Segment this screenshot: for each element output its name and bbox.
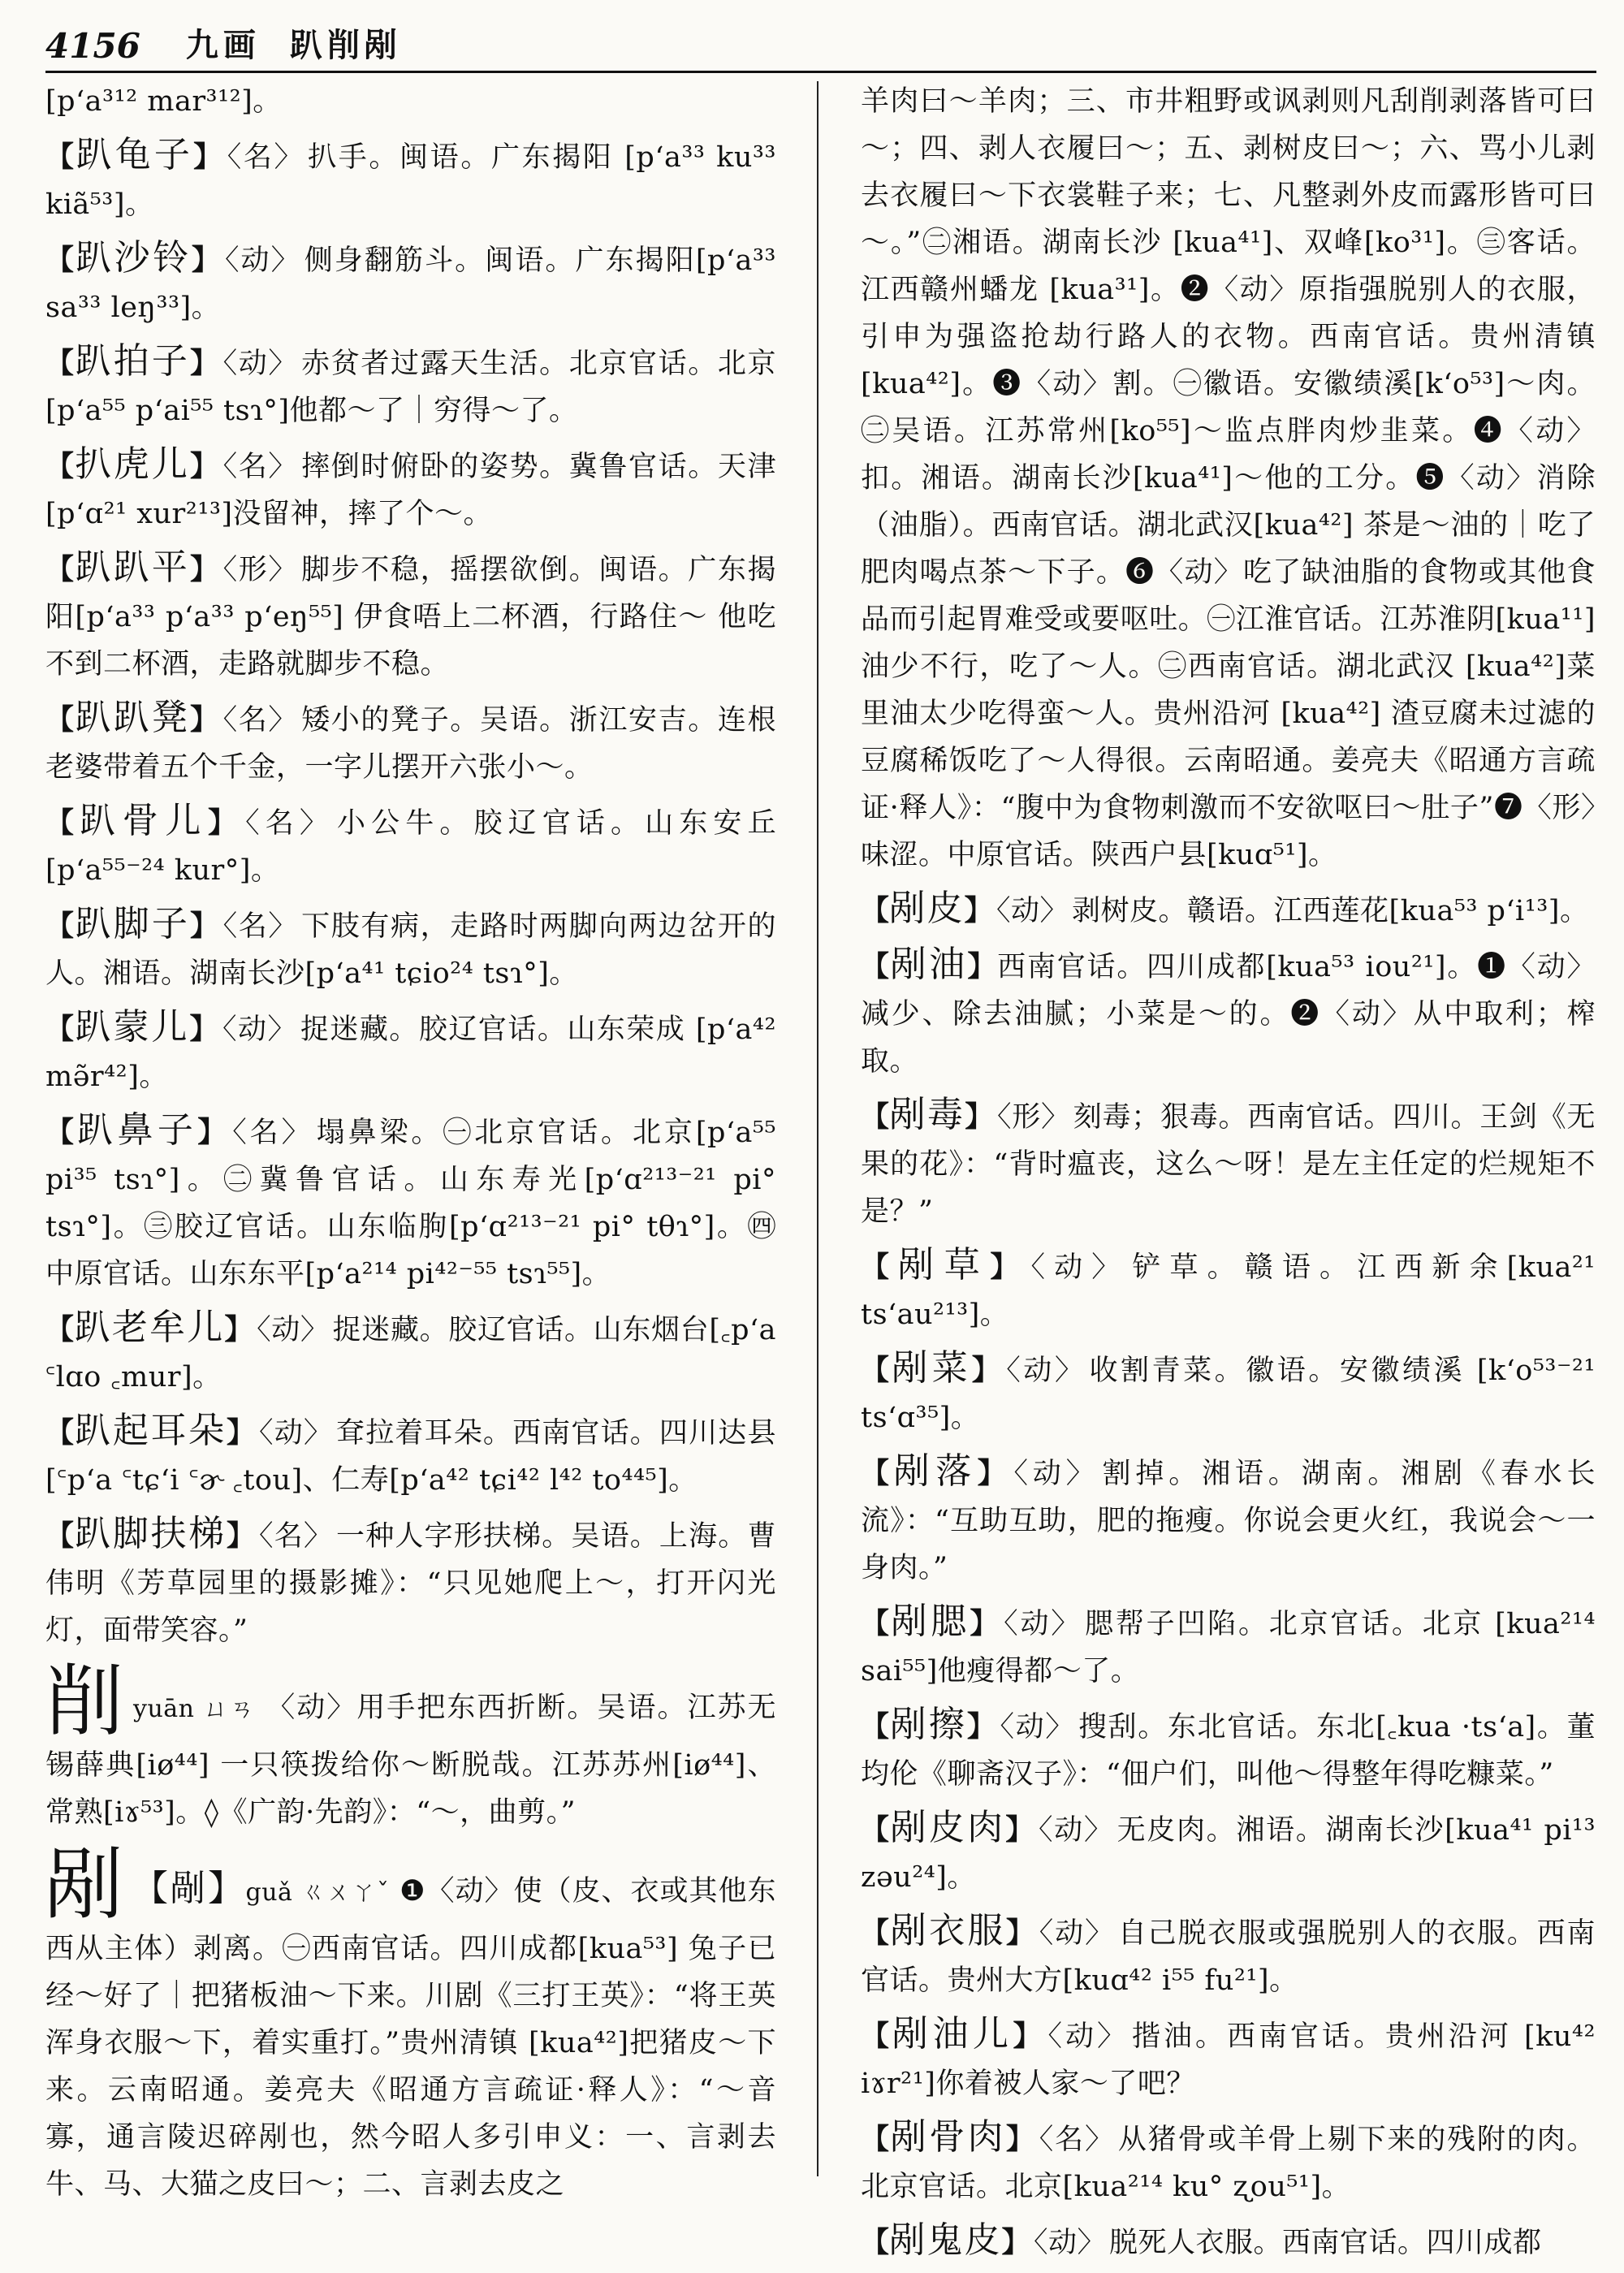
entry-headword: 趴龟子 <box>76 134 194 175</box>
entry-headword: 剐衣服 <box>890 1910 1006 1951</box>
dictionary-entry <box>45 1004 776 1100</box>
column-divider <box>817 81 818 2176</box>
right-column <box>861 78 1596 2273</box>
part-of-speech: 〈动〉 <box>222 1013 297 1046</box>
bracket-open: 【 <box>861 2226 890 2259</box>
part-of-speech: 〈形〉 <box>997 1101 1070 1134</box>
entry-definition: 腮帮子凹陷。北京官话。北京 [kua²¹⁴ sai⁵⁵]他瘦得都～了。 <box>861 1608 1596 1687</box>
entry-definition: 刻毒；狠毒。西南官话。四川。王剑《无果的花》：“背时瘟丧，这么～呀！是左主任定的烂规矩不是？” <box>861 1101 1596 1228</box>
bracket-open: 【 <box>45 806 80 840</box>
pinyin-zhuyin: guǎ ㄍㄨㄚˇ <box>245 1878 390 1907</box>
dictionary-entry <box>45 338 776 434</box>
bracket-open: 【 <box>45 1313 75 1346</box>
entry-headword: 剐油 <box>890 944 968 985</box>
entry-definition: 捉迷藏。胶辽官话。山东荣成 [p‘a⁴² mə̃r⁴²]。 <box>45 1013 776 1093</box>
entry-headword: 剐油儿 <box>892 2013 1013 2055</box>
dictionary-entry <box>861 1804 1596 1901</box>
bracket-open: 【 <box>861 1710 891 1744</box>
entry-definition: 塌鼻梁。㊀北京官话。北京[p‘a⁵⁵ pi³⁵ tsɿ°]。㊁冀鲁官话。山东寿光[p‘ɑ²¹³⁻²¹ pi° tsɿ°]。㊂胶辽官话。山东临朐[p‘ɑ²¹³⁻²¹ pi° tθɿ°]。㊃中原官话。山东东平[p‘a²¹⁴ pi⁴²⁻⁵⁵ tsɿ⁵⁵]。 <box>45 1117 776 1290</box>
entry-definition: 一种人字形扶梯。吴语。上海。曹伟明《芳草园里的摄影摊》：“只见她爬上～，打开闪光灯，面带笑容。” <box>45 1520 776 1647</box>
dictionary-entry <box>45 1510 776 1654</box>
entry-headword: 剐草 <box>898 1244 991 1286</box>
entry-headword: 剐皮肉 <box>890 1807 1006 1848</box>
bracket-open: 【 <box>45 1519 76 1553</box>
bracket-close: 】 <box>208 806 243 840</box>
entry-headword: 剐腮 <box>891 1601 970 1642</box>
entry-definition: 摔倒时俯卧的姿势。冀鲁官话。天津[p‘ɑ²¹ xur²¹³]没留神，摔了个～。 <box>45 451 776 530</box>
bracket-open: 【 <box>861 1916 891 1950</box>
part-of-speech: 〈名〉 <box>222 910 299 943</box>
entry-definition: 剥树皮。赣语。江西莲花[kua⁵³ p‘i¹³]。 <box>1072 895 1589 927</box>
entry-definition: 下肢有病，走路时两脚向两边岔开的人。湘语。湖南长沙[p‘a⁴¹ tɕio²⁴ tsɿ°]。 <box>45 910 776 990</box>
dictionary-entry <box>45 797 776 894</box>
part-of-speech: 〈动〉 <box>224 244 301 277</box>
bracket-open: 【 <box>45 140 76 174</box>
dictionary-entry <box>861 941 1596 1085</box>
bracket-open: 【 <box>861 1457 894 1490</box>
entry-headword: 剐毒 <box>889 1094 965 1135</box>
bracket-close: 】 <box>964 894 994 927</box>
entry-headword: 趴蒙儿 <box>75 1006 190 1048</box>
dictionary-entry <box>861 1345 1596 1441</box>
character-entry <box>45 1839 777 2208</box>
part-of-speech: 〈名〉 <box>227 141 305 174</box>
entry-headword: 趴鼻子 <box>76 1109 198 1151</box>
part-of-speech: 〈动〉 <box>1004 1608 1082 1640</box>
left-column <box>45 78 776 2216</box>
dictionary-entry <box>45 1407 776 1504</box>
bracket-open: 【 <box>45 703 76 737</box>
part-of-speech: 〈动〉 <box>222 348 299 380</box>
dictionary-entry <box>45 235 776 331</box>
character-definition: ❶〈动〉使（皮、衣或其他东西从主体）剥离。㊀西南官话。四川成都[kua⁵³] 兔子已经～好了｜把猪板油～下来。川剧《三打王英》：“将王英浑身衣服～下，着实重打。”贵州清镇 [kua⁴²]把猪皮～下来。云南昭通。姜亮夫《昭通方言疏证·释人》：“～音寡，通言陵迟碎剐也，然今昭人多引申义：一、言剥去牛、马、大猫之皮曰～；二、言剥去皮之 <box>45 1875 777 2201</box>
part-of-speech: 〈名〉 <box>222 451 299 483</box>
bracket-open: 【 <box>45 1416 76 1450</box>
entry-headword: 剐落 <box>893 1450 978 1492</box>
dictionary-entry <box>861 1908 1596 2004</box>
entry-definition: 收割青菜。徽语。安徽绩溪 [k‘o⁵³⁻²¹ ts‘ɑ³⁵]。 <box>861 1355 1596 1434</box>
entry-headword: 趴沙铃 <box>76 237 192 279</box>
bracket-open: 【 <box>45 347 76 380</box>
head-character: 削 <box>45 1656 126 1747</box>
bracket-close: 】 <box>224 1313 254 1346</box>
dictionary-entry <box>45 694 776 791</box>
entry-definition: 小公牛。胶辽官话。山东安丘[p‘a⁵⁵⁻²⁴ kur°]。 <box>45 807 776 887</box>
entry-definition: 矮小的凳子。吴语。浙江安吉。连根老婆带着五个千金，一字儿摆开六张小～。 <box>45 704 776 784</box>
entry-definition: 赤贫者过露天生活。北京官话。北京[p‘a⁵⁵ p‘ai⁵⁵ tsɿ°]他都～了｜穷得～了。 <box>45 348 776 427</box>
character-entry <box>45 1656 776 1836</box>
bracket-close: 】 <box>226 1519 257 1553</box>
dictionary-entry <box>861 1701 1596 1798</box>
bracket-close: 】 <box>1005 1813 1035 1847</box>
character-definition: 〈动〉用手把东西折断。吴语。江苏无锡薛典[iø⁴⁴] 一只筷拨给你～断脱哉。江苏苏州[iø⁴⁴]、常熟[iɤ⁵³]。◊《广韵·先韵》：“～，曲剪。” <box>45 1692 776 1829</box>
entry-definition: 揩油。西南官话。贵州沿河 [ku⁴² iɤr²¹]你着被人家～了吧？ <box>861 2020 1596 2100</box>
bracket-close: 】 <box>190 450 220 483</box>
entry-headword: 趴脚子 <box>75 903 191 944</box>
bracket-open: 【 <box>861 1607 892 1640</box>
part-of-speech: 〈形〉 <box>222 554 299 586</box>
bracket-open: 【 <box>861 1813 891 1847</box>
stroke-section: 九画 <box>185 26 261 64</box>
bracket-close: 】 <box>1001 2226 1031 2259</box>
dictionary-entry <box>861 885 1596 935</box>
part-of-speech: 〈动〉 <box>1039 1917 1115 1950</box>
dictionary-entry <box>45 544 776 688</box>
entry-definition: 侧身翻筋斗。闽语。广东揭阳[p‘a³³ sa³³ leŋ³³]。 <box>45 244 776 324</box>
entry-definition: 西南官话。四川成都[kua⁵³ iou²¹]。❶〈动〉减少、除去油腻；小菜是～的。❷〈动〉从中取利；榨取。 <box>861 951 1596 1078</box>
bracket-open: 【 <box>861 1100 890 1134</box>
dictionary-entry <box>45 132 776 228</box>
bracket-open: 【 <box>45 910 76 943</box>
bracket-close: 】 <box>191 244 222 277</box>
entry-headword: 趴趴平 <box>75 547 191 588</box>
part-of-speech: 〈名〉 <box>259 1520 334 1553</box>
entry-headword: 趴骨儿 <box>80 800 208 841</box>
part-of-speech: 〈动〉 <box>257 1314 330 1346</box>
part-of-speech: 〈名〉 <box>245 807 334 840</box>
dictionary-entry <box>861 1448 1596 1592</box>
bracket-close: 】 <box>977 1457 1011 1490</box>
bracket-close: 】 <box>190 910 220 943</box>
dictionary-entry <box>861 1242 1596 1338</box>
entry-definition: 割掉。湘语。湖南。湘剧《春水长流》：“互助互助，肥的拖瘦。你说会更火红，我说会～一身肉。” <box>861 1458 1596 1584</box>
bracket-open: 【 <box>861 950 891 983</box>
pinyin-zhuyin: yuān ㄩㄢ <box>133 1695 257 1723</box>
part-of-speech: 〈名〉 <box>222 704 299 737</box>
entry-headword: 剐骨肉 <box>890 2116 1006 2158</box>
bracket-open: 【 <box>45 244 76 277</box>
bracket-close: 】 <box>967 950 998 983</box>
bracket-close: 】 <box>226 1416 257 1450</box>
bracket-close: 】 <box>190 347 220 380</box>
dictionary-entry <box>861 2011 1596 2107</box>
bracket-close: 】 <box>1005 1916 1036 1950</box>
bracket-open: 【 <box>861 2123 891 2156</box>
entry-headword: 剐皮 <box>889 888 965 929</box>
bracket-close: 】 <box>970 1607 1001 1640</box>
entry-headword: 剐鬼皮 <box>889 2219 1002 2261</box>
page-number: 4156 <box>45 26 140 66</box>
bracket-open: 【 <box>45 1013 76 1046</box>
entry-definition: 铲草。赣语。江西新余[kua²¹ ts‘au²¹³]。 <box>861 1251 1596 1331</box>
entry-definition: 耷拉着耳朵。西南官话。四川达县[꜂p‘a ꜂tɕ‘i ꜂ɚ ꜀tou]、仁寿[p‘a⁴² tɕi⁴² l⁴² to⁴⁴⁵]。 <box>45 1417 776 1497</box>
part-of-speech: 〈动〉 <box>1047 2020 1129 2053</box>
bracket-open: 【 <box>861 1354 892 1387</box>
part-of-speech: 〈动〉 <box>1038 1814 1114 1847</box>
dictionary-entry <box>45 1304 776 1401</box>
part-of-speech: 〈动〉 <box>996 895 1069 927</box>
entry-continuation: 羊肉曰～羊肉；三、市井粗野或讽剥则凡刮削剥落皆可曰～；四、剥人衣履曰～；五、剥树皮曰～；六、骂小儿剥去衣履曰～下衣裳鞋子来；七、凡整剥外皮而露形皆可曰～。”㊁湘语。湖南长沙 [kua⁴¹]、双峰[ko³¹]。㊂客话。江西赣州蟠龙 [kua³¹]。❷〈动〉原指强脱别人的衣服，引申为强盗抢劫行路人的衣物。西南官话。贵州清镇[kua⁴²]。❸〈动〉割。㊀徽语。安徽绩溪[k‘o⁵³]～肉。㊁吴语。江苏常州[ko⁵⁵]～监点胖肉炒韭菜。❹〈动〉扣。湘语。湖南长沙[kua⁴¹]～他的工分。❺〈动〉消除（油脂）。西南官话。湖北武汉[kua⁴²] 茶是～油的｜吃了肥肉喝点茶～下子。❻〈动〉吃了缺油脂的食物或其他食品而引起胃难受或要呕吐。㊀江淮官话。江苏淮阴[kua¹¹] 油少不行，吃了～人。㊁西南官话。湖北武汉 [kua⁴²]菜里油太少吃得蛮～人。贵州沿河 [kua⁴²] 渣豆腐未过滤的豆腐稀饭吃了～人得很。云南昭通。姜亮夫《昭通方言疏证·释人》：“腹中为食物刺激而不安欲呕曰～肚子”❼〈形〉味涩。中原官话。陕西户县[kuɑ⁵¹]。 <box>861 85 1596 871</box>
bracket-close: 】 <box>966 1710 997 1744</box>
entry-headword: 剐菜 <box>892 1347 972 1389</box>
entry-headword: 趴拍子 <box>75 340 191 382</box>
bracket-open: 【 <box>45 1116 77 1149</box>
entry-headword: 扒虎儿 <box>75 443 191 485</box>
bracket-close: 】 <box>990 1251 1028 1284</box>
entry-headword: 剐擦 <box>890 1704 967 1745</box>
entry-definition: 无皮肉。湘语。湖南长沙[kua⁴¹ pi¹³ zəu²⁴]。 <box>861 1814 1596 1894</box>
bracket-close: 】 <box>197 1116 230 1149</box>
part-of-speech: 〈动〉 <box>1034 2227 1107 2259</box>
dictionary-entry <box>861 1091 1596 1235</box>
bracket-open: 【 <box>861 894 890 927</box>
header-characters: 趴削剐 <box>289 26 402 64</box>
entry-definition: 脚步不稳，摇摆欲倒。闽语。广东揭阳[p‘a³³ p‘a³³ p‘eŋ⁵⁵] 伊食唔上二杯酒，行路住～ 他吃不到二杯酒，走路就脚步不稳。 <box>45 554 776 681</box>
part-of-speech: 〈动〉 <box>1030 1251 1129 1284</box>
part-of-speech: 〈动〉 <box>1013 1458 1099 1490</box>
entry-definition: 自己脱衣服或强脱别人的衣服。西南官话。贵州大方[kuɑ⁴² i⁵⁵ fu²¹]。 <box>861 1917 1596 1997</box>
bracket-close: 】 <box>971 1354 1004 1387</box>
bracket-open: 【 <box>45 450 76 483</box>
bracket-close: 】 <box>189 1013 219 1046</box>
bracket-close: 】 <box>190 703 220 737</box>
traditional-form: 【剮】 <box>132 1868 246 1909</box>
bracket-close: 】 <box>965 1100 994 1134</box>
entry-headword: 趴脚扶梯 <box>75 1513 227 1554</box>
dictionary-entry <box>861 1598 1596 1695</box>
bracket-close: 】 <box>1005 2123 1036 2156</box>
bracket-close: 】 <box>193 140 224 174</box>
page-header <box>45 23 1596 73</box>
entry-continuation: [p‘a³¹² mar³¹²]。 <box>45 85 282 118</box>
dictionary-entry <box>45 901 776 997</box>
dictionary-entry <box>45 441 776 538</box>
dictionary-entry <box>45 1107 776 1298</box>
entry-definition: 扒手。闽语。广东揭阳 [p‘a³³ ku³³ kiã⁵³]。 <box>45 141 776 221</box>
entry-definition: 搜刮。东北官话。东北[꜀kua ·ts‘a]。董均伦《聊斋汉子》：“佃户们，叫他～得整年得吃糠菜。” <box>861 1711 1596 1791</box>
part-of-speech: 〈动〉 <box>1006 1355 1086 1387</box>
bracket-close: 】 <box>190 553 220 586</box>
entry-definition: 捉迷藏。胶辽官话。山东烟台[꜀p‘a ꜂lɑo ꜀mur]。 <box>45 1314 776 1394</box>
entry-definition: 从猪骨或羊骨上剔下来的残附的肉。北京官话。北京[kua²¹⁴ ku° ʐou⁵¹]。 <box>861 2124 1596 2203</box>
entry-headword: 趴趴凳 <box>75 697 191 738</box>
bracket-open: 【 <box>861 1251 899 1284</box>
bracket-open: 【 <box>861 2020 892 2053</box>
entry-headword: 趴起耳朵 <box>75 1410 227 1451</box>
dictionary-entry <box>861 2217 1596 2267</box>
entry-definition: 脱死人衣服。西南官话。四川成都 <box>1109 2227 1542 2259</box>
part-of-speech: 〈动〉 <box>1000 1711 1075 1744</box>
part-of-speech: 〈名〉 <box>1039 2124 1115 2156</box>
bracket-close: 】 <box>1013 2020 1045 2053</box>
dictionary-entry <box>861 2114 1596 2210</box>
entry-headword: 趴老牟儿 <box>74 1307 225 1348</box>
head-character: 剐 <box>45 1839 125 1930</box>
bracket-open: 【 <box>45 553 76 586</box>
part-of-speech: 〈名〉 <box>232 1117 313 1149</box>
part-of-speech: 〈动〉 <box>259 1417 334 1450</box>
